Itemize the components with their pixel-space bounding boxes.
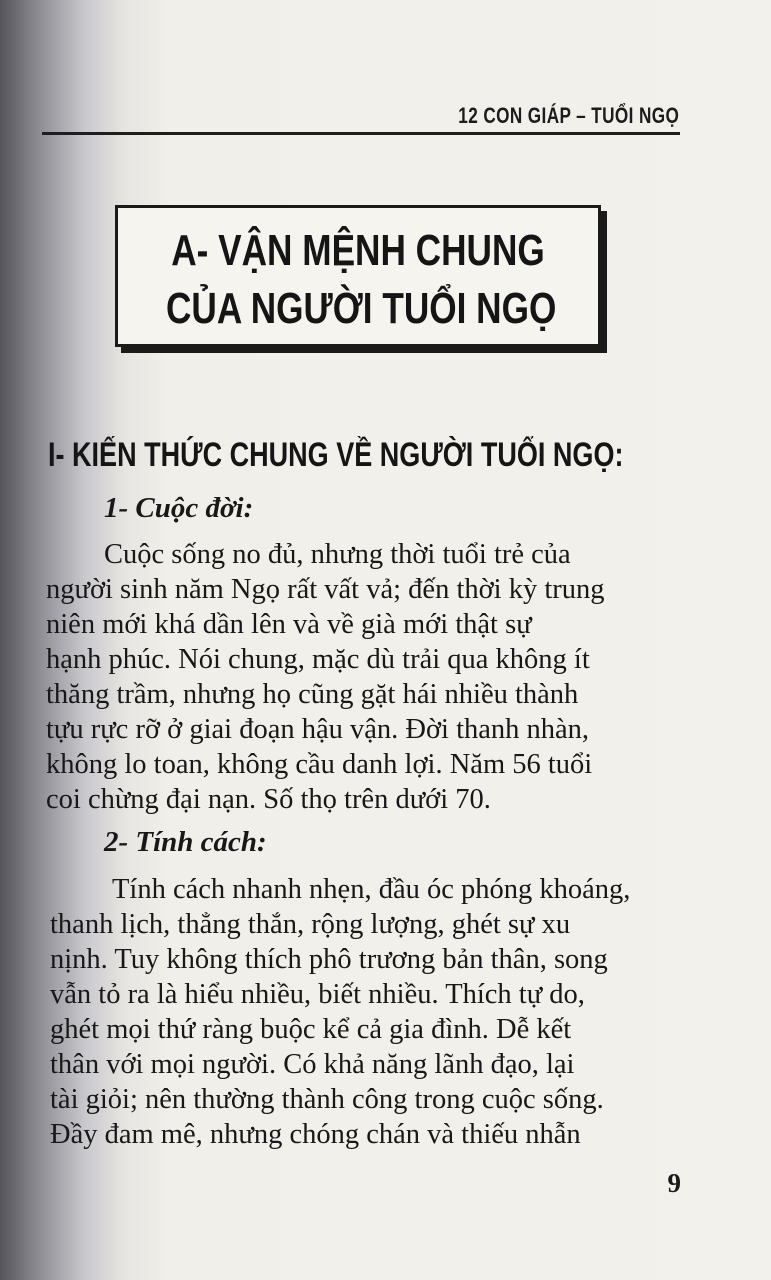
chapter-title-line-1: A- VẬN MỆNH CHUNG	[171, 226, 545, 275]
paragraph-line: người sinh năm Ngọ rất vất vả; đến thời kỳ trung	[46, 574, 605, 605]
paragraph-line: Cuộc sống no đủ, nhưng thời tuổi trẻ của	[104, 539, 571, 570]
header-rule	[42, 132, 680, 135]
paragraph-line: nịnh. Tuy không thích phô trương bản thân, song	[50, 944, 608, 975]
paragraph-line: thăng trầm, nhưng họ cũng gặt hái nhiều thành	[46, 679, 579, 710]
paragraph-line: Tính cách nhanh nhẹn, đầu óc phóng khoáng,	[112, 874, 631, 905]
chapter-title-line-2: CỦA NGƯỜI TUỔI NGỌ	[166, 284, 557, 333]
paragraph-line: không lo toan, không cầu danh lợi. Năm 56 tuổi	[46, 749, 593, 780]
paragraph-line: niên mới khá dần lên và về già mới thật sự	[46, 609, 532, 640]
chapter-title-box	[115, 205, 601, 347]
section-heading: I- KIẾN THỨC CHUNG VỀ NGƯỜI TUỔI NGỌ:	[48, 436, 624, 474]
subsection-heading-life: 1- Cuộc đời:	[104, 492, 254, 524]
running-header: 12 CON GIÁP – TUỔI NGỌ	[458, 103, 679, 128]
paragraph-line: tài giỏi; nên thường thành công trong cuộc sống.	[50, 1084, 604, 1115]
paragraph-line: thân với mọi người. Có khả năng lãnh đạo, lại	[50, 1049, 575, 1080]
paragraph-line: Đầy đam mê, nhưng chóng chán và thiếu nhẫn	[50, 1119, 581, 1150]
subsection-heading-personality: 2- Tính cách:	[104, 826, 267, 858]
paragraph-line: hạnh phúc. Nói chung, mặc dù trải qua không ít	[46, 644, 590, 675]
page-number: 9	[667, 1168, 681, 1198]
paragraph-line: vẫn tỏ ra là hiểu nhiều, biết nhiều. Thích tự do,	[50, 979, 585, 1010]
paragraph-line: ghét mọi thứ ràng buộc kể cả gia đình. Dễ kết	[50, 1014, 572, 1045]
paragraph-line: tựu rực rỡ ở giai đoạn hậu vận. Đời thanh nhàn,	[46, 714, 590, 745]
paragraph-line: coi chừng đại nạn. Số thọ trên dưới 70.	[46, 784, 491, 815]
paragraph-line: thanh lịch, thẳng thắn, rộng lượng, ghét sự xu	[50, 909, 571, 940]
